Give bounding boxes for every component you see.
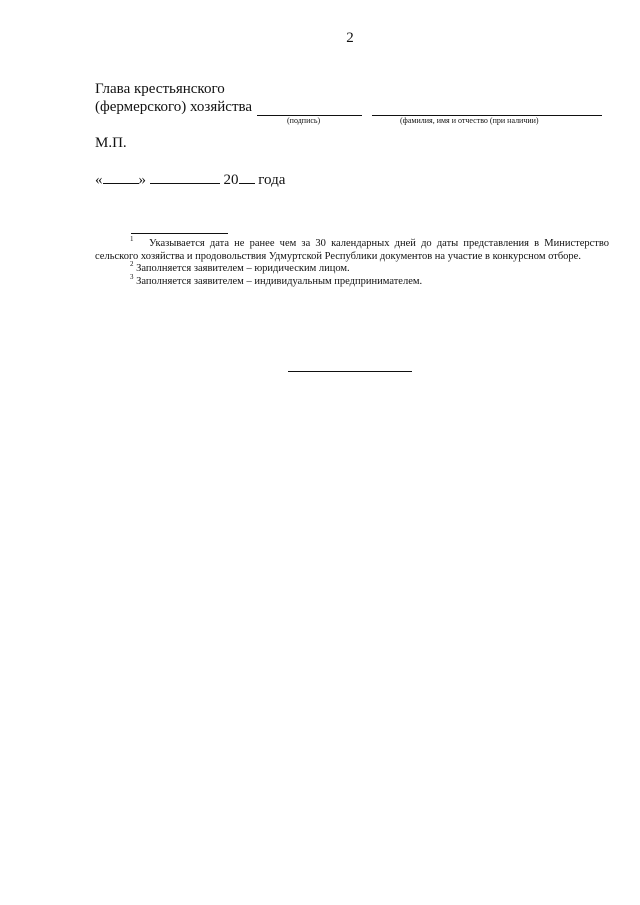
page-number: 2 [346, 30, 354, 46]
footnote-2 [95, 260, 609, 276]
footnote-3 [95, 272, 609, 289]
date-line [95, 170, 285, 189]
footnote-1 [95, 235, 610, 263]
footnote-1-text: Указывается дата не ранее чем за 30 календарных дней до даты представления в Министерство сельского хозяйства и продовольствия Удмуртской Республики документов на участие в конкурсном отборе. [95, 238, 610, 262]
full-name-caption: (фамилия, имя и отчество (при наличии) [400, 116, 539, 125]
footnote-3-text: Заполняется заявителем – индивидуальным предпринимателем. [136, 275, 423, 287]
footnote-separator [131, 233, 228, 234]
footnote-2-text: Заполняется заявителем – юридическим лицом. [136, 263, 350, 274]
month-blank [150, 170, 220, 184]
signature-title-line-2: (фермерского) хозяйства [95, 99, 253, 115]
signature-title-line-1: Глава крестьянского [95, 81, 225, 97]
end-of-document-rule [288, 371, 412, 372]
year-suffix: года [258, 172, 286, 188]
footnote-2-mark: 2 [130, 260, 134, 268]
year-prefix: 20 [223, 172, 239, 188]
signature-block [95, 80, 252, 116]
signature-caption: (подпись) [287, 116, 321, 125]
year-blank [239, 170, 255, 184]
date-close-quote: » [138, 172, 146, 188]
day-blank [103, 170, 139, 184]
footnotes [95, 235, 610, 288]
footnote-1-mark: 1 [130, 235, 134, 243]
date-open-quote: « [95, 172, 103, 188]
footnote-3-mark: 3 [130, 272, 134, 281]
stamp-label: М.П. [95, 135, 127, 151]
